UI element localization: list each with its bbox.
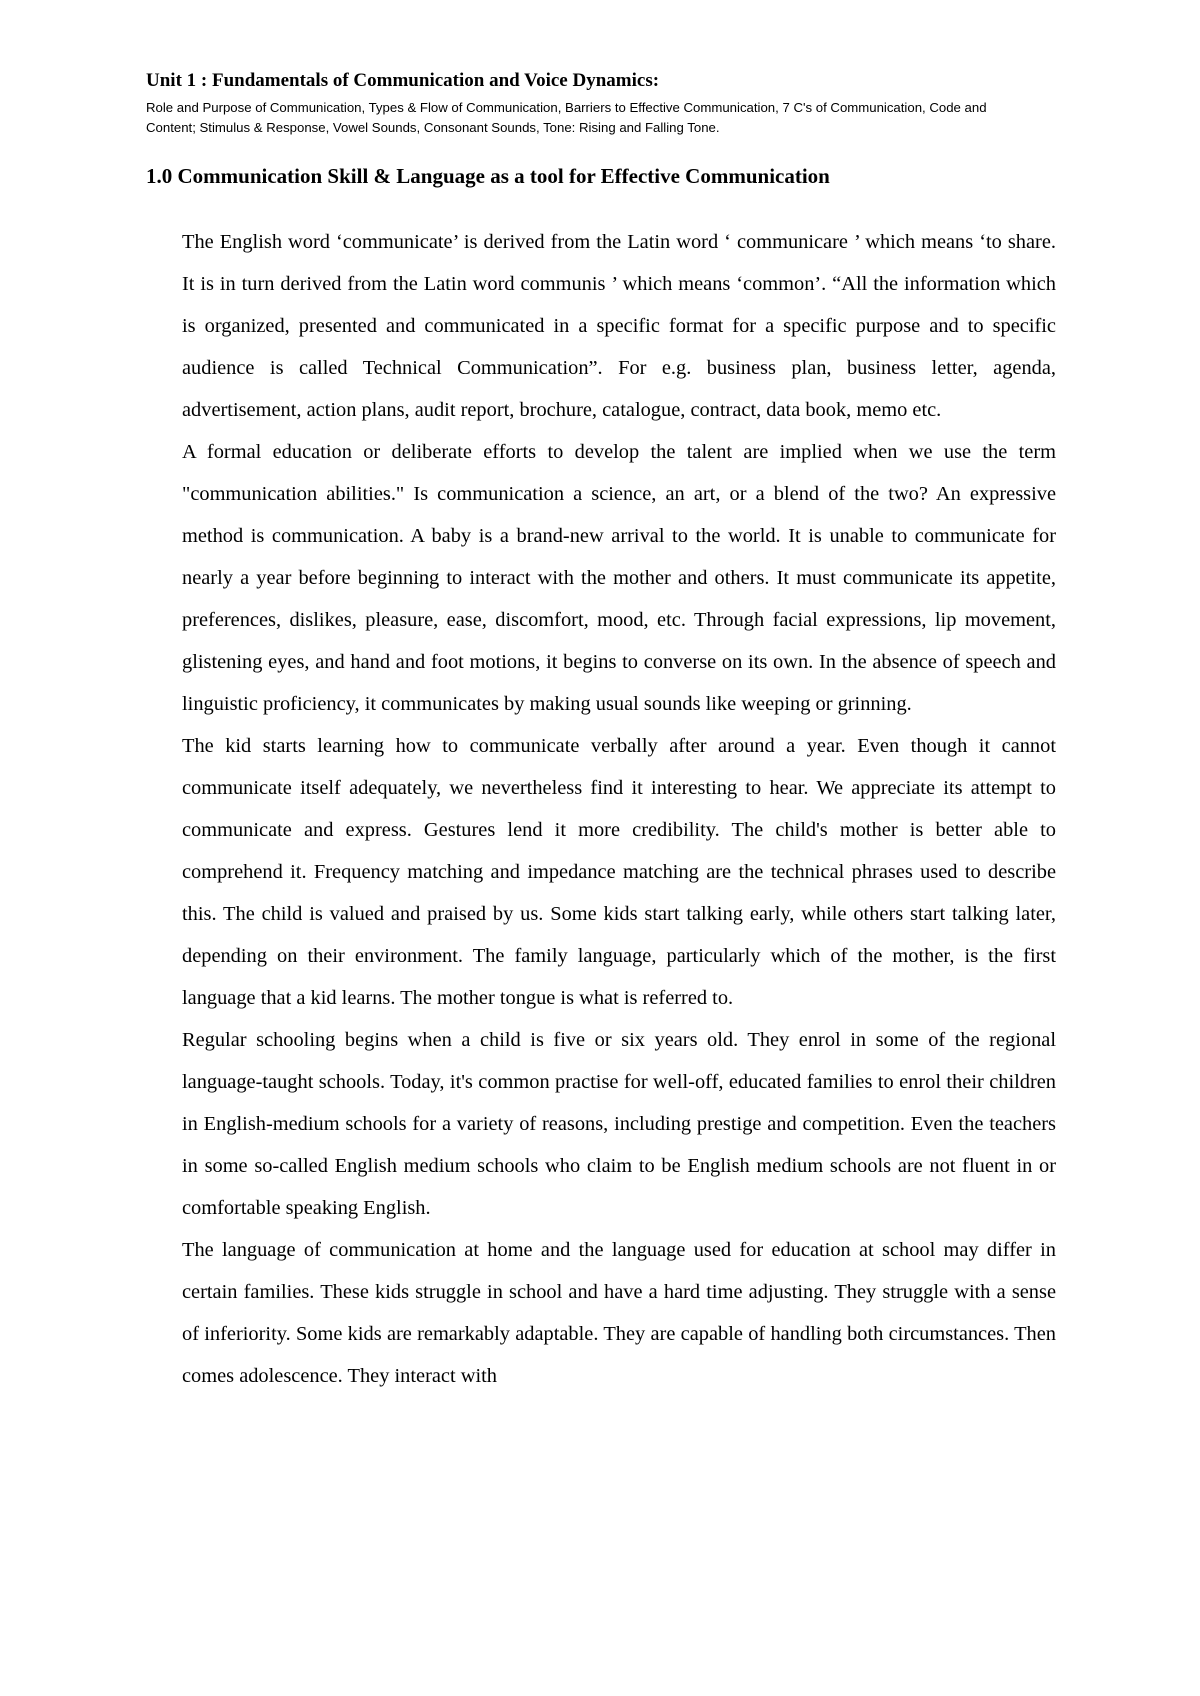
- paragraph: A formal education or deliberate efforts to develop the talent are implied when we use the term "communication abilities." Is communication a science, an art, or a blend of the two? An expressive method is communication. A baby is a brand-new arrival to the world. It is unable to communicate for nearly a year before beginning to interact with the mother and others. It must communicate its appetite, preferences, dislikes, pleasure, ease, discomfort, mood, etc. Through facial expressions, lip movement, glistening eyes, and hand and foot motions, it begins to converse on its own. In the absence of speech and linguistic proficiency, it communicates by making usual sounds like weeping or grinning.: [182, 441, 1056, 715]
- section-heading: 1.0 Communication Skill & Language as a tool for Effective Communication: [146, 164, 830, 188]
- unit-topics: Role and Purpose of Communication, Types & Flow of Communication, Barriers to Effective Communication, 7 C's of Communication, Code and Content; Stimulus & Response, Vowel Sounds, Consonant Sounds, Tone: Rising and Falling Tone.: [146, 100, 987, 135]
- paragraph: The kid starts learning how to communicate verbally after around a year. Even though it cannot communicate itself adequately, we nevertheless find it interesting to hear. We appreciate its attempt to communicate and express. Gestures lend it more credibility. The child's mother is better able to comprehend it. Frequency matching and impedance matching are the technical phrases used to describe this. The child is valued and praised by us. Some kids start talking early, while others start talking later, depending on their environment. The family language, particularly which of the mother, is the first language that a kid learns. The mother tongue is what is referred to.: [182, 735, 1056, 1009]
- paragraph: Regular schooling begins when a child is five or six years old. They enrol in some of the regional language-taught schools. Today, it's common practise for well-off, educated families to enrol their children in English-medium schools for a variety of reasons, including prestige and competition. Even the teachers in some so-called English medium schools who claim to be English medium schools are not fluent in or comfortable speaking English.: [182, 1029, 1056, 1219]
- paragraph: The language of communication at home and the language used for education at school may differ in certain families. These kids struggle in school and have a hard time adjusting. They struggle with a sense of inferiority. Some kids are remarkably adaptable. They are capable of handling both circumstances. Then comes adolescence. They interact with: [182, 1239, 1056, 1387]
- body-text: [182, 221, 1056, 1397]
- paragraph: The English word ‘communicate’ is derived from the Latin word ‘ communicare ’ which means ‘to share. It is in turn derived from the Latin word communis ’ which means ‘common’. “All the information which is organized, presented and communicated in a specific format for a specific purpose and to specific audience is called Technical Communication”. For e.g. business plan, business letter, agenda, advertisement, action plans, audit report, brochure, catalogue, contract, data book, memo etc.: [182, 231, 1056, 421]
- unit-title: Unit 1 : Fundamentals of Communication and Voice Dynamics:: [146, 70, 660, 91]
